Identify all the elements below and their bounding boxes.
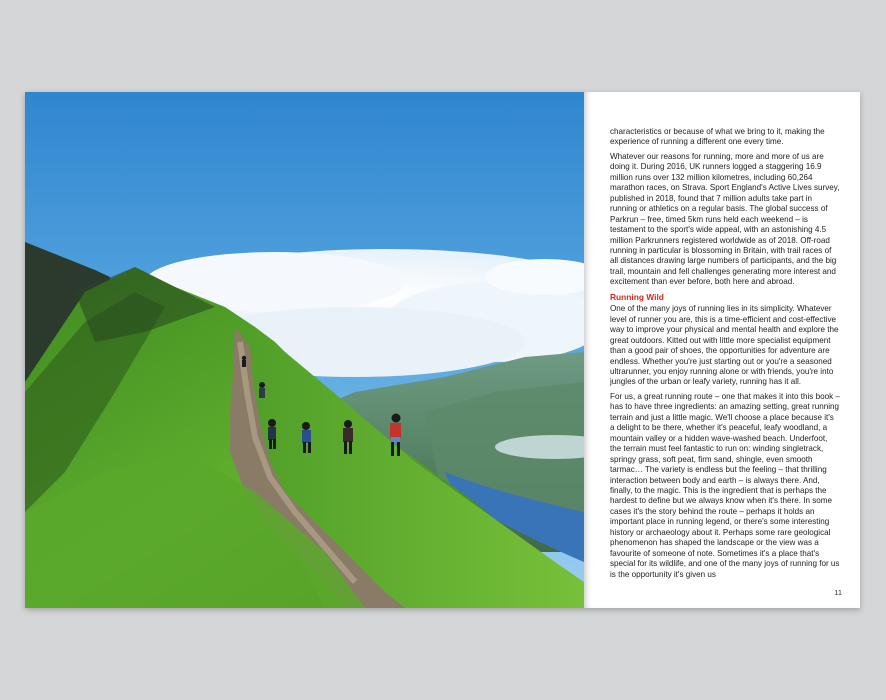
paragraph-3: One of the many joys of running lies in its simplicity. Whatever level of runner you are, this is a time-efficient and cost-effective way to improve your physical and mental health and explore the great outdoors. Kitted out with little more specialist equipment than a good pair of shoes, the opportunities for adventure are endless. Whether you're just starting out or you're a seasoned ultrarunner, you enjoy running alone or with friends, you're into jungles of the urban or leafy variety, running has it all. (610, 304, 839, 387)
book-spread (25, 92, 860, 608)
mountain-ridge-photo (25, 92, 584, 608)
paragraph-1: characteristics or because of what we bring to it, making the experience of running a different one every time. (610, 127, 825, 147)
runner-1 (268, 419, 276, 449)
text-page (584, 92, 860, 608)
paragraph-4: For us, a great running route – one that makes it into this book – has to have three ingredients: an amazing setting, great running terrain and just a little magic. We'll choose a place because it's a delight to be there, whether it's peaceful, leafy woodland, a mountain valley or a hidden wave-washed beach. Underfoot, the terrain must feel fantastic to run on: winding singletrack, springy grass, soft peat, firm sand, shingle, even smooth tarmac… The variety is endless but the feeling – that thrilling interaction between body and earth – is always there. And, finally, to the magic. This is the ingredient that is perhaps the hardest to define but we always know when it's there. In some cases it's the story behind the route – perhaps it holds an important place in running legend, or there's some interesting history or archaeology about it. Perhaps some rare geological phenomenon has shaped the landscape or the view was a favourite of someone of note. Sometimes it's a place that's special for its wildlife, and one of the many joys of running for us is the opportunity it's given us (610, 391, 840, 579)
section-heading: Running Wild (610, 291, 664, 302)
page-number: 11 (834, 588, 842, 597)
runner-5 (259, 382, 265, 398)
photo-illustration (25, 92, 584, 608)
runner-6 (242, 356, 246, 367)
body-text-column (610, 127, 840, 584)
paragraph-2: Whatever our reasons for running, more and more of us are doing it. During 2016, UK runners logged a staggering 16.9 million runs over 132 million kilometres, including 60,264 marathon races, on Strava. Sport England's Active Lives survey, published in 2018, found that 7 million adults take part in running or athletics on a regular basis. The global success of Parkrun – free, timed 5km runs held each weekend – is testament to the sport's wide appeal, with an astonishing 4.5 million Parkrunners registered worldwide as of 2018. Off-road running in particular is blossoming in Britain, with trail races of all distances drawing large numbers of participants, and the big trail, mountain and fell challenges generating more interest and excitement than ever before, both here and abroad. (610, 151, 840, 287)
